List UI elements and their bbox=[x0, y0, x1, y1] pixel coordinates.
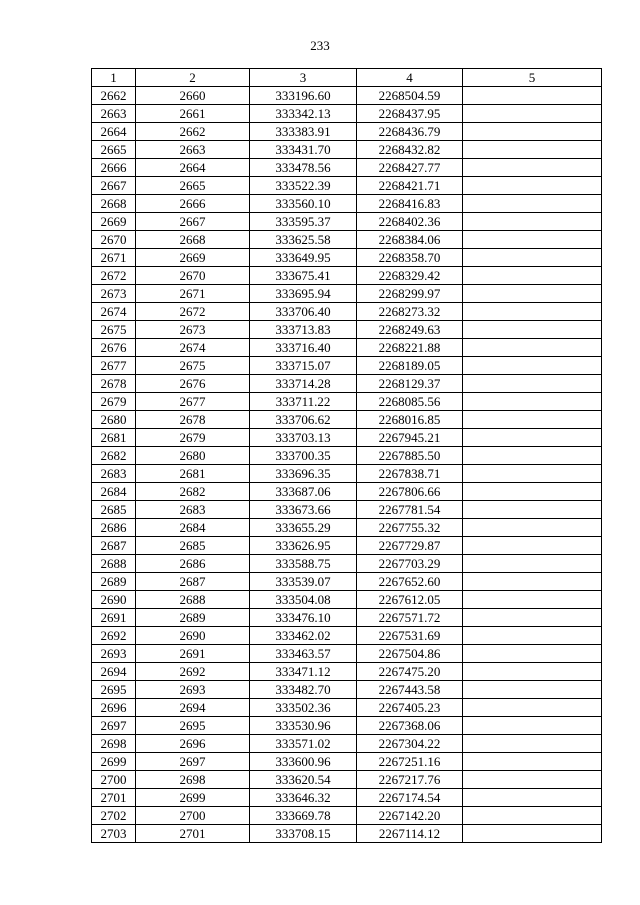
table-cell-col-2: 2663 bbox=[136, 141, 250, 159]
table-cell-col-3: 333571.02 bbox=[250, 735, 357, 753]
table-cell-col-3: 333595.37 bbox=[250, 213, 357, 231]
table-cell-col-3: 333383.91 bbox=[250, 123, 357, 141]
table-cell-col-2: 2681 bbox=[136, 465, 250, 483]
table-cell-col-4: 2267405.23 bbox=[357, 699, 463, 717]
table-cell-col-1: 2685 bbox=[92, 501, 136, 519]
table-cell-col-2: 2689 bbox=[136, 609, 250, 627]
table-cell-col-2: 2679 bbox=[136, 429, 250, 447]
table-cell-col-1: 2698 bbox=[92, 735, 136, 753]
table-cell-col-4: 2267217.76 bbox=[357, 771, 463, 789]
table-cell-col-3: 333711.22 bbox=[250, 393, 357, 411]
table-row bbox=[92, 735, 602, 753]
table-row bbox=[92, 537, 602, 555]
table-cell-col-1: 2662 bbox=[92, 87, 136, 105]
table-cell-col-2: 2669 bbox=[136, 249, 250, 267]
table-cell-col-1: 2680 bbox=[92, 411, 136, 429]
table-cell-col-3: 333522.39 bbox=[250, 177, 357, 195]
table-cell-col-3: 333713.83 bbox=[250, 321, 357, 339]
table-cell-col-2: 2682 bbox=[136, 483, 250, 501]
table-cell-col-1: 2666 bbox=[92, 159, 136, 177]
table-cell-col-2: 2670 bbox=[136, 267, 250, 285]
table-cell-col-5 bbox=[463, 249, 602, 267]
table-cell-col-1: 2674 bbox=[92, 303, 136, 321]
table-cell-col-2: 2677 bbox=[136, 393, 250, 411]
table-cell-col-4: 2268189.05 bbox=[357, 357, 463, 375]
table-row bbox=[92, 501, 602, 519]
table-cell-col-2: 2698 bbox=[136, 771, 250, 789]
table-cell-col-5 bbox=[463, 213, 602, 231]
table-cell-col-4: 2267443.58 bbox=[357, 681, 463, 699]
table-cell-col-4: 2268427.77 bbox=[357, 159, 463, 177]
table-row bbox=[92, 195, 602, 213]
table-cell-col-5 bbox=[463, 123, 602, 141]
table-cell-col-1: 2686 bbox=[92, 519, 136, 537]
table-cell-col-2: 2671 bbox=[136, 285, 250, 303]
table-cell-col-5 bbox=[463, 195, 602, 213]
table-row bbox=[92, 753, 602, 771]
table-cell-col-3: 333431.70 bbox=[250, 141, 357, 159]
table-cell-col-3: 333696.35 bbox=[250, 465, 357, 483]
column-header-1: 1 bbox=[92, 69, 136, 87]
table-cell-col-4: 2268299.97 bbox=[357, 285, 463, 303]
table-cell-col-1: 2695 bbox=[92, 681, 136, 699]
table-cell-col-4: 2267368.06 bbox=[357, 717, 463, 735]
table-row bbox=[92, 411, 602, 429]
table-cell-col-5 bbox=[463, 537, 602, 555]
table-body bbox=[92, 87, 602, 843]
table-cell-col-3: 333695.94 bbox=[250, 285, 357, 303]
table-cell-col-5 bbox=[463, 717, 602, 735]
table-cell-col-1: 2687 bbox=[92, 537, 136, 555]
table-cell-col-2: 2680 bbox=[136, 447, 250, 465]
table-cell-col-5 bbox=[463, 411, 602, 429]
table-cell-col-1: 2679 bbox=[92, 393, 136, 411]
table-cell-col-2: 2684 bbox=[136, 519, 250, 537]
table-cell-col-2: 2683 bbox=[136, 501, 250, 519]
table-cell-col-2: 2660 bbox=[136, 87, 250, 105]
table-cell-col-2: 2666 bbox=[136, 195, 250, 213]
table-cell-col-3: 333560.10 bbox=[250, 195, 357, 213]
table-cell-col-5 bbox=[463, 501, 602, 519]
table-cell-col-4: 2267251.16 bbox=[357, 753, 463, 771]
coordinates-table bbox=[91, 68, 602, 843]
table-cell-col-1: 2689 bbox=[92, 573, 136, 591]
table-row bbox=[92, 231, 602, 249]
table-cell-col-2: 2699 bbox=[136, 789, 250, 807]
table-row bbox=[92, 159, 602, 177]
table-cell-col-5 bbox=[463, 573, 602, 591]
table-cell-col-3: 333706.40 bbox=[250, 303, 357, 321]
table-cell-col-3: 333625.58 bbox=[250, 231, 357, 249]
table-row bbox=[92, 141, 602, 159]
table-cell-col-1: 2691 bbox=[92, 609, 136, 627]
table-cell-col-4: 2267838.71 bbox=[357, 465, 463, 483]
table-cell-col-1: 2668 bbox=[92, 195, 136, 213]
table-cell-col-1: 2675 bbox=[92, 321, 136, 339]
table-cell-col-4: 2267174.54 bbox=[357, 789, 463, 807]
table-row bbox=[92, 627, 602, 645]
table-cell-col-1: 2699 bbox=[92, 753, 136, 771]
table-cell-col-4: 2267612.05 bbox=[357, 591, 463, 609]
table-cell-col-5 bbox=[463, 141, 602, 159]
table-cell-col-4: 2268402.36 bbox=[357, 213, 463, 231]
table-cell-col-4: 2268016.85 bbox=[357, 411, 463, 429]
table-row bbox=[92, 429, 602, 447]
table-cell-col-2: 2688 bbox=[136, 591, 250, 609]
table-row bbox=[92, 591, 602, 609]
table-cell-col-2: 2691 bbox=[136, 645, 250, 663]
table-cell-col-4: 2268416.83 bbox=[357, 195, 463, 213]
table-cell-col-4: 2268504.59 bbox=[357, 87, 463, 105]
table-cell-col-4: 2267703.29 bbox=[357, 555, 463, 573]
table-cell-col-1: 2690 bbox=[92, 591, 136, 609]
table-cell-col-1: 2693 bbox=[92, 645, 136, 663]
table-cell-col-2: 2685 bbox=[136, 537, 250, 555]
table-cell-col-4: 2268329.42 bbox=[357, 267, 463, 285]
table-cell-col-4: 2267142.20 bbox=[357, 807, 463, 825]
table-cell-col-3: 333504.08 bbox=[250, 591, 357, 609]
table-cell-col-2: 2673 bbox=[136, 321, 250, 339]
table-cell-col-1: 2703 bbox=[92, 825, 136, 843]
table-cell-col-5 bbox=[463, 627, 602, 645]
table-cell-col-1: 2696 bbox=[92, 699, 136, 717]
table-row bbox=[92, 249, 602, 267]
table-cell-col-5 bbox=[463, 555, 602, 573]
table-cell-col-3: 333669.78 bbox=[250, 807, 357, 825]
table-cell-col-2: 2695 bbox=[136, 717, 250, 735]
table-cell-col-1: 2694 bbox=[92, 663, 136, 681]
table-cell-col-5 bbox=[463, 609, 602, 627]
table-cell-col-5 bbox=[463, 807, 602, 825]
table-cell-col-5 bbox=[463, 789, 602, 807]
table-row bbox=[92, 267, 602, 285]
table-cell-col-2: 2692 bbox=[136, 663, 250, 681]
table-cell-col-5 bbox=[463, 681, 602, 699]
table-cell-col-2: 2686 bbox=[136, 555, 250, 573]
table-row bbox=[92, 447, 602, 465]
table-cell-col-1: 2697 bbox=[92, 717, 136, 735]
table-cell-col-4: 2268249.63 bbox=[357, 321, 463, 339]
table-cell-col-5 bbox=[463, 303, 602, 321]
table-cell-col-1: 2665 bbox=[92, 141, 136, 159]
table-cell-col-5 bbox=[463, 699, 602, 717]
table-cell-col-3: 333600.96 bbox=[250, 753, 357, 771]
table-cell-col-2: 2696 bbox=[136, 735, 250, 753]
table-cell-col-5 bbox=[463, 519, 602, 537]
table-cell-col-3: 333646.32 bbox=[250, 789, 357, 807]
table-cell-col-1: 2688 bbox=[92, 555, 136, 573]
table-cell-col-4: 2267945.21 bbox=[357, 429, 463, 447]
table-cell-col-1: 2670 bbox=[92, 231, 136, 249]
table-cell-col-4: 2267504.86 bbox=[357, 645, 463, 663]
table-row bbox=[92, 771, 602, 789]
table-cell-col-5 bbox=[463, 357, 602, 375]
table-cell-col-3: 333588.75 bbox=[250, 555, 357, 573]
table-cell-col-5 bbox=[463, 87, 602, 105]
table-row bbox=[92, 393, 602, 411]
table-cell-col-4: 2268437.95 bbox=[357, 105, 463, 123]
table-row bbox=[92, 375, 602, 393]
table-cell-col-5 bbox=[463, 447, 602, 465]
table-cell-col-1: 2692 bbox=[92, 627, 136, 645]
table-cell-col-4: 2268421.71 bbox=[357, 177, 463, 195]
table-cell-col-3: 333342.13 bbox=[250, 105, 357, 123]
table-cell-col-4: 2267652.60 bbox=[357, 573, 463, 591]
table-cell-col-4: 2267806.66 bbox=[357, 483, 463, 501]
table-cell-col-3: 333703.13 bbox=[250, 429, 357, 447]
column-header-3: 3 bbox=[250, 69, 357, 87]
table-row bbox=[92, 213, 602, 231]
table-cell-col-5 bbox=[463, 483, 602, 501]
table-cell-col-5 bbox=[463, 825, 602, 843]
table-cell-col-2: 2662 bbox=[136, 123, 250, 141]
table-cell-col-5 bbox=[463, 591, 602, 609]
table-cell-col-5 bbox=[463, 753, 602, 771]
table-cell-col-5 bbox=[463, 663, 602, 681]
table-cell-col-2: 2672 bbox=[136, 303, 250, 321]
table-cell-col-5 bbox=[463, 375, 602, 393]
table-cell-col-3: 333530.96 bbox=[250, 717, 357, 735]
table-cell-col-4: 2268085.56 bbox=[357, 393, 463, 411]
table-row bbox=[92, 807, 602, 825]
table-cell-col-3: 333539.07 bbox=[250, 573, 357, 591]
table-cell-col-5 bbox=[463, 339, 602, 357]
table-cell-col-1: 2678 bbox=[92, 375, 136, 393]
table-cell-col-3: 333673.66 bbox=[250, 501, 357, 519]
table-row bbox=[92, 645, 602, 663]
table-cell-col-1: 2676 bbox=[92, 339, 136, 357]
table-cell-col-2: 2697 bbox=[136, 753, 250, 771]
table-row bbox=[92, 483, 602, 501]
table-cell-col-3: 333471.12 bbox=[250, 663, 357, 681]
table-cell-col-3: 333714.28 bbox=[250, 375, 357, 393]
table-row bbox=[92, 519, 602, 537]
table-cell-col-1: 2702 bbox=[92, 807, 136, 825]
table-cell-col-3: 333655.29 bbox=[250, 519, 357, 537]
table-cell-col-5 bbox=[463, 735, 602, 753]
table-cell-col-2: 2661 bbox=[136, 105, 250, 123]
table-row bbox=[92, 123, 602, 141]
table-cell-col-1: 2669 bbox=[92, 213, 136, 231]
table-row bbox=[92, 105, 602, 123]
table-cell-col-1: 2664 bbox=[92, 123, 136, 141]
table-cell-col-4: 2268358.70 bbox=[357, 249, 463, 267]
table-cell-col-1: 2701 bbox=[92, 789, 136, 807]
table-cell-col-3: 333649.95 bbox=[250, 249, 357, 267]
table-cell-col-2: 2694 bbox=[136, 699, 250, 717]
table-row bbox=[92, 663, 602, 681]
table-cell-col-5 bbox=[463, 231, 602, 249]
table-cell-col-1: 2682 bbox=[92, 447, 136, 465]
table-cell-col-2: 2674 bbox=[136, 339, 250, 357]
table-row bbox=[92, 87, 602, 105]
table-cell-col-3: 333502.36 bbox=[250, 699, 357, 717]
table-cell-col-3: 333700.35 bbox=[250, 447, 357, 465]
table-row bbox=[92, 681, 602, 699]
table-cell-col-5 bbox=[463, 321, 602, 339]
page-number: 233 bbox=[310, 38, 330, 53]
table-cell-col-3: 333626.95 bbox=[250, 537, 357, 555]
table-cell-col-5 bbox=[463, 645, 602, 663]
table-cell-col-2: 2700 bbox=[136, 807, 250, 825]
table-cell-col-1: 2700 bbox=[92, 771, 136, 789]
table-cell-col-2: 2690 bbox=[136, 627, 250, 645]
table-cell-col-2: 2667 bbox=[136, 213, 250, 231]
table-cell-col-2: 2693 bbox=[136, 681, 250, 699]
table-cell-col-4: 2268273.32 bbox=[357, 303, 463, 321]
table-cell-col-5 bbox=[463, 771, 602, 789]
table-cell-col-4: 2267114.12 bbox=[357, 825, 463, 843]
table-cell-col-4: 2268384.06 bbox=[357, 231, 463, 249]
table-cell-col-3: 333476.10 bbox=[250, 609, 357, 627]
table-cell-col-4: 2267885.50 bbox=[357, 447, 463, 465]
table-cell-col-4: 2267755.32 bbox=[357, 519, 463, 537]
table-cell-col-1: 2681 bbox=[92, 429, 136, 447]
table-cell-col-2: 2665 bbox=[136, 177, 250, 195]
table-cell-col-1: 2672 bbox=[92, 267, 136, 285]
table-cell-col-5 bbox=[463, 429, 602, 447]
table-row bbox=[92, 303, 602, 321]
table-cell-col-2: 2668 bbox=[136, 231, 250, 249]
table-row bbox=[92, 177, 602, 195]
table-cell-col-4: 2267475.20 bbox=[357, 663, 463, 681]
table-cell-col-2: 2678 bbox=[136, 411, 250, 429]
table-cell-col-3: 333675.41 bbox=[250, 267, 357, 285]
table-cell-col-4: 2267571.72 bbox=[357, 609, 463, 627]
table-cell-col-2: 2687 bbox=[136, 573, 250, 591]
table-row bbox=[92, 789, 602, 807]
table-cell-col-4: 2267304.22 bbox=[357, 735, 463, 753]
table-cell-col-3: 333482.70 bbox=[250, 681, 357, 699]
table-cell-col-5 bbox=[463, 393, 602, 411]
table-cell-col-3: 333196.60 bbox=[250, 87, 357, 105]
table-cell-col-1: 2677 bbox=[92, 357, 136, 375]
table-cell-col-2: 2664 bbox=[136, 159, 250, 177]
table-cell-col-4: 2267531.69 bbox=[357, 627, 463, 645]
table-cell-col-4: 2268432.82 bbox=[357, 141, 463, 159]
table-header-row bbox=[92, 69, 602, 87]
table-cell-col-5 bbox=[463, 177, 602, 195]
table-cell-col-5 bbox=[463, 105, 602, 123]
column-header-2: 2 bbox=[136, 69, 250, 87]
table-cell-col-4: 2268221.88 bbox=[357, 339, 463, 357]
table-cell-col-4: 2268436.79 bbox=[357, 123, 463, 141]
table-cell-col-1: 2671 bbox=[92, 249, 136, 267]
table-row bbox=[92, 285, 602, 303]
table-cell-col-2: 2676 bbox=[136, 375, 250, 393]
table-cell-col-1: 2683 bbox=[92, 465, 136, 483]
table-cell-col-1: 2684 bbox=[92, 483, 136, 501]
table-cell-col-3: 333715.07 bbox=[250, 357, 357, 375]
table-cell-col-2: 2675 bbox=[136, 357, 250, 375]
column-header-5: 5 bbox=[463, 69, 602, 87]
table-cell-col-2: 2701 bbox=[136, 825, 250, 843]
column-header-4: 4 bbox=[357, 69, 463, 87]
table-row bbox=[92, 573, 602, 591]
table-cell-col-3: 333620.54 bbox=[250, 771, 357, 789]
table-cell-col-1: 2667 bbox=[92, 177, 136, 195]
table-cell-col-4: 2268129.37 bbox=[357, 375, 463, 393]
table-cell-col-3: 333462.02 bbox=[250, 627, 357, 645]
table-cell-col-3: 333706.62 bbox=[250, 411, 357, 429]
table-cell-col-5 bbox=[463, 267, 602, 285]
table-row bbox=[92, 555, 602, 573]
table-cell-col-3: 333478.56 bbox=[250, 159, 357, 177]
table-cell-col-5 bbox=[463, 285, 602, 303]
table-cell-col-5 bbox=[463, 465, 602, 483]
table-row bbox=[92, 609, 602, 627]
table-row bbox=[92, 825, 602, 843]
table-cell-col-3: 333716.40 bbox=[250, 339, 357, 357]
table-cell-col-1: 2673 bbox=[92, 285, 136, 303]
table-cell-col-5 bbox=[463, 159, 602, 177]
table-cell-col-3: 333687.06 bbox=[250, 483, 357, 501]
table-row bbox=[92, 339, 602, 357]
table-cell-col-1: 2663 bbox=[92, 105, 136, 123]
table-cell-col-4: 2267781.54 bbox=[357, 501, 463, 519]
table-row bbox=[92, 717, 602, 735]
table-row bbox=[92, 357, 602, 375]
table-cell-col-3: 333708.15 bbox=[250, 825, 357, 843]
table-row bbox=[92, 699, 602, 717]
table-cell-col-3: 333463.57 bbox=[250, 645, 357, 663]
table-cell-col-4: 2267729.87 bbox=[357, 537, 463, 555]
table-row bbox=[92, 465, 602, 483]
table-row bbox=[92, 321, 602, 339]
